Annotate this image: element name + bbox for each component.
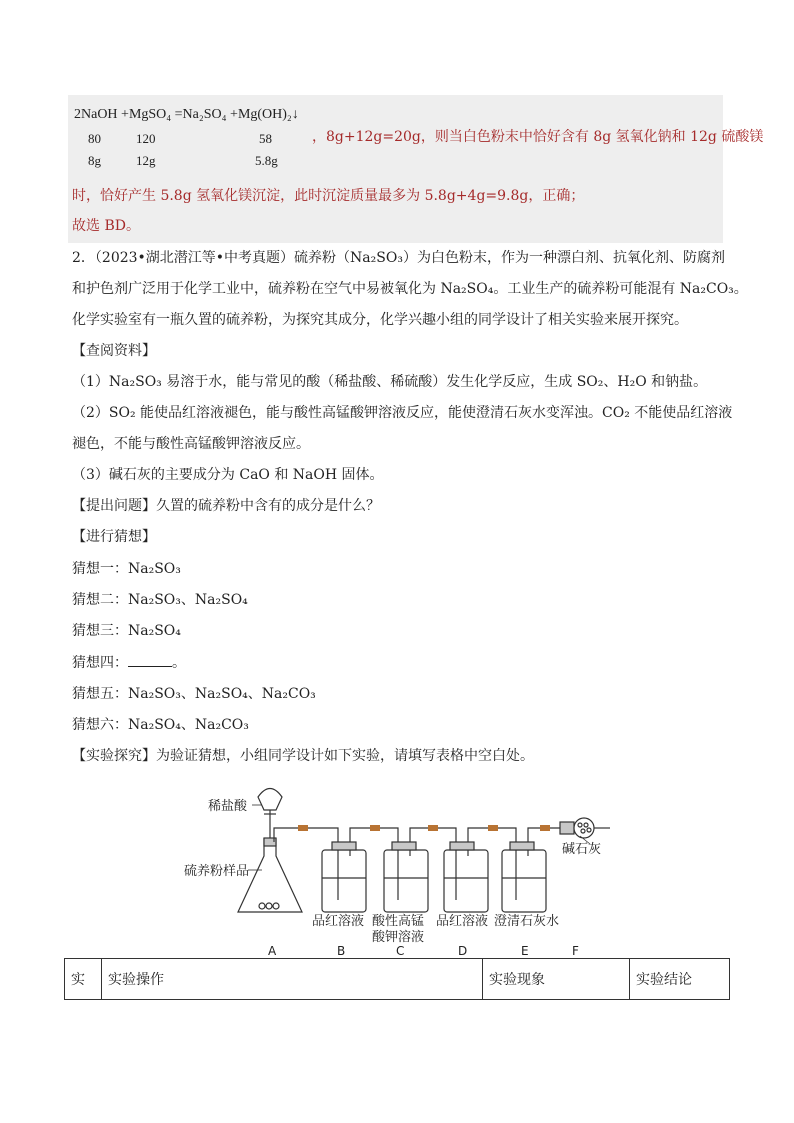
guess-4-suffix: 。 (172, 655, 186, 671)
heading-guess: 【进行猜想】 (72, 529, 156, 545)
heading-explore: 【实验探究】为验证猜想，小组同学设计如下实验，请填写表格中空白处。 (72, 748, 534, 764)
reference-1: （1）Na₂SO₃ 易溶于水，能与常见的酸（稀盐酸、稀硫酸）发生化学反应，生成 SO₂、H₂O 和钠盐。 (72, 374, 708, 390)
guess-3: 猜想三：Na₂SO₄ (72, 623, 181, 639)
label-bottle-e: 澄清石灰水 (494, 914, 560, 929)
note-line-1: ，8g+12g=20g，则当白色粉末中恰好含有 8g 氢氧化钠和 12g 硫酸镁 (312, 129, 764, 145)
label-acid: 稀盐酸 (208, 799, 248, 814)
label-bottle-b: 品红溶液 (312, 914, 365, 929)
guess-4-prefix: 猜想四： (72, 655, 128, 671)
heading-problem: 【提出问题】久置的硫养粉中含有的成分是什么？ (72, 498, 380, 514)
table-header-row (65, 959, 730, 1000)
label-bottle-d: 品红溶液 (436, 914, 489, 929)
guess-1: 猜想一：Na₂SO₃ (72, 561, 181, 577)
coef-mgso4: 120 (136, 131, 156, 146)
answer-blank[interactable] (128, 653, 172, 667)
letter-a: A (268, 944, 277, 958)
question-para-2: 和护色剂广泛用于化学工业中，硫养粉在空气中易被氧化为 Na₂SO₄。工业生产的硫养粉可能混有 Na₂CO₃。 (72, 281, 748, 297)
header-cell-phenomenon: 实验现象 (483, 959, 630, 1000)
note-line-3: 故选 BD。 (72, 218, 140, 234)
letter-b: B (337, 944, 346, 958)
mass-mgso4: 12g (136, 153, 156, 168)
mass-naoh: 8g (88, 153, 101, 168)
coef-mgoh2: 58 (259, 131, 272, 146)
apparatus-diagram (0, 770, 794, 960)
label-soda-lime: 碱石灰 (562, 842, 602, 857)
reference-2b: 褪色，不能与酸性高锰酸钾溶液反应。 (72, 436, 310, 452)
header-cell-conclusion: 实验结论 (630, 959, 730, 1000)
note-line-2: 时，恰好产生 5.8g 氢氧化镁沉淀，此时沉淀质量最多为 5.8g+4g=9.8g，正确； (72, 188, 585, 204)
letter-f: F (572, 944, 579, 958)
reference-2a: （2）SO₂ 能使品红溶液褪色，能与酸性高锰酸钾溶液反应，能使澄清石灰水变浑浊。CO₂ 不能使品红溶液 (72, 405, 733, 421)
header-cell-operation: 实验操作 (102, 959, 483, 1000)
label-bottle-c-2: 酸钾溶液 (372, 930, 425, 945)
header-cell-index: 实 (65, 959, 102, 1000)
label-sample: 硫养粉样品 (184, 864, 250, 879)
question-para-3: 化学实验室有一瓶久置的硫养粉，为探究其成分，化学兴趣小组的同学设计了相关实验来展开探究。 (72, 312, 688, 328)
guess-6: 猜想六：Na₂SO₄、Na₂CO₃ (72, 717, 249, 733)
coef-naoh: 80 (88, 131, 101, 146)
letter-e: E (521, 944, 529, 958)
guess-2: 猜想二：Na₂SO₃、Na₂SO₄ (72, 592, 248, 608)
guess-4 (72, 653, 186, 672)
reference-3: （3）碱石灰的主要成分为 CaO 和 NaOH 固体。 (72, 467, 384, 483)
label-bottle-c-1: 酸性高锰 (372, 914, 425, 929)
experiment-table (64, 958, 730, 1000)
heading-reference: 【查阅资料】 (72, 343, 156, 359)
mass-mgoh2: 5.8g (255, 153, 278, 168)
letter-c: C (396, 944, 405, 958)
equation: 2NaOH +MgSO₄ =Na₂SO₄ +Mg(OH)₂↓ (74, 107, 299, 122)
guess-5: 猜想五：Na₂SO₃、Na₂SO₄、Na₂CO₃ (72, 686, 316, 702)
letter-d: D (458, 944, 468, 958)
question-para-1: 2．（2023•湖北潜江等•中考真题）硫养粉（Na₂SO₃）为白色粉末，作为一种漂白剂、抗氧化剂、防腐剂 (72, 250, 725, 266)
